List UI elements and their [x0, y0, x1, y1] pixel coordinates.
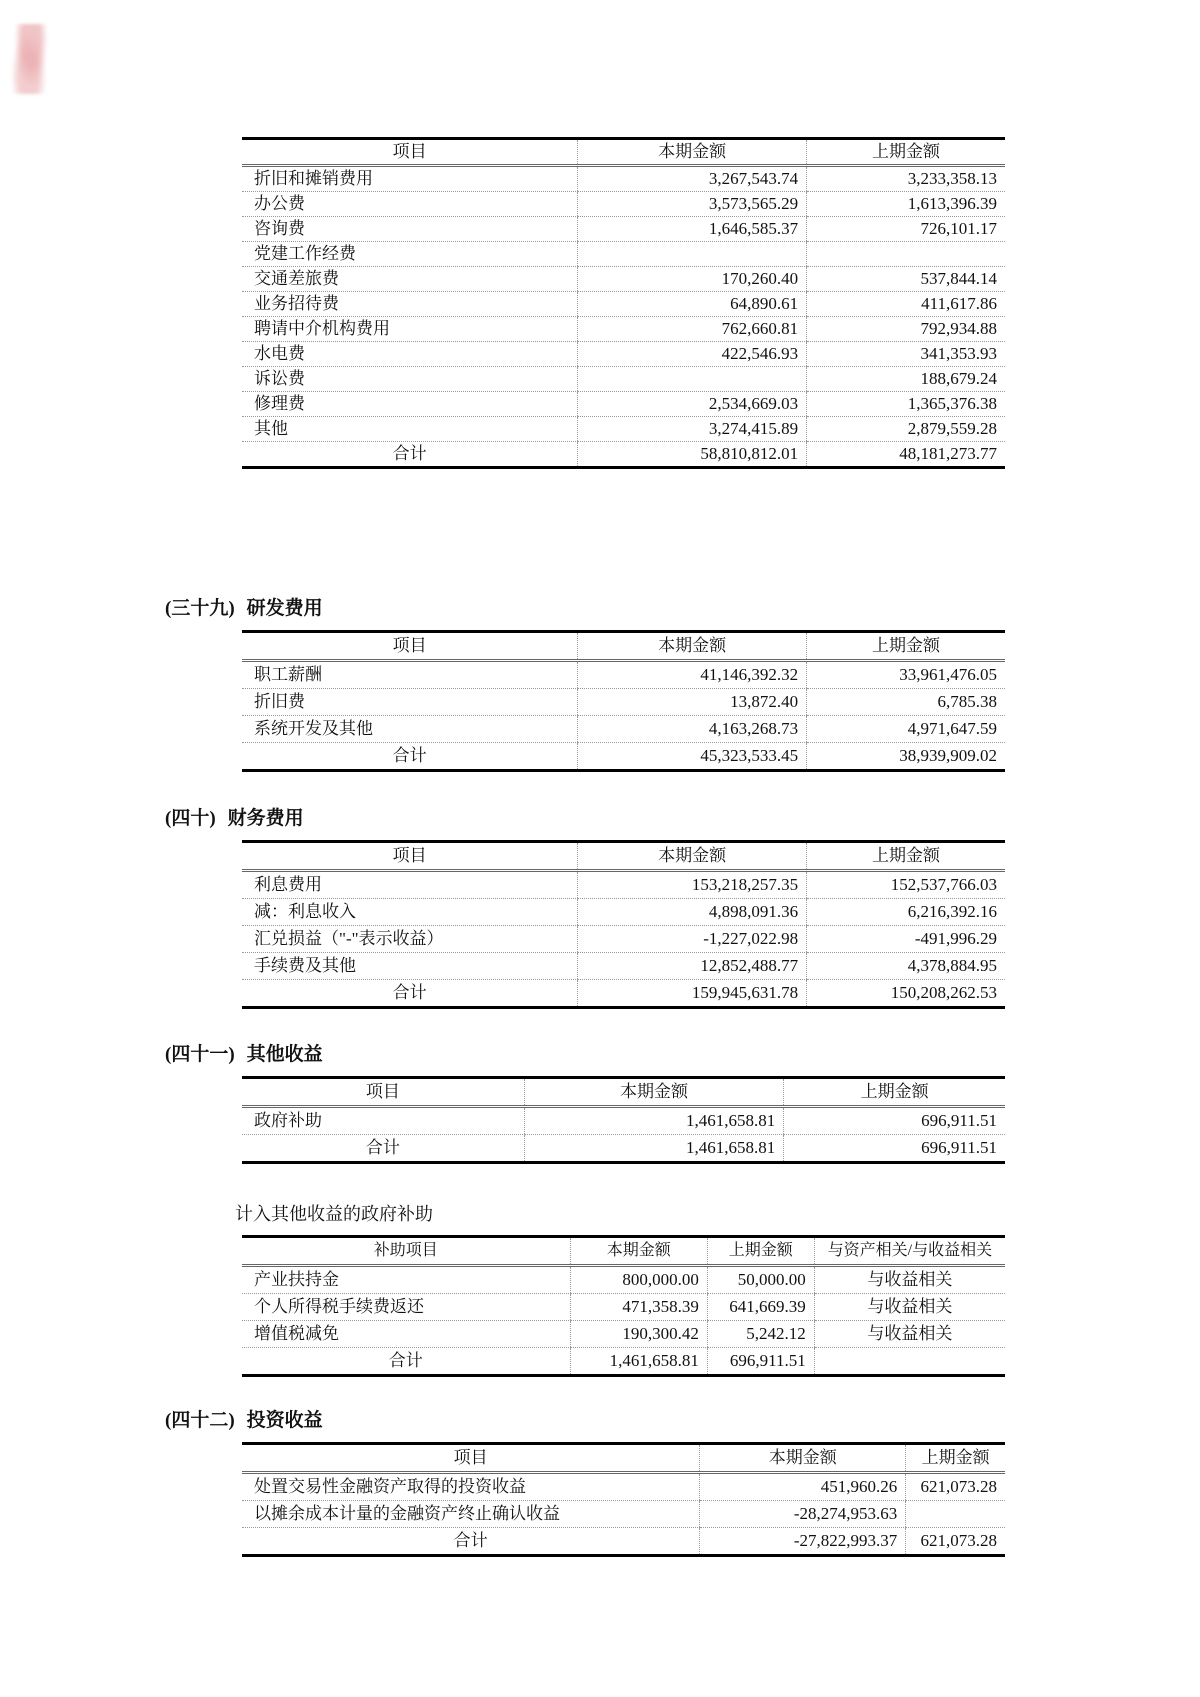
amount-cell: 726,101.17: [807, 217, 1005, 242]
column-header: 本期金额: [700, 1444, 906, 1473]
amount-cell: 与收益相关: [814, 1266, 1005, 1294]
subsection-heading: [235, 1201, 1035, 1227]
item-label: 以摊余成本计量的金融资产终止确认收益: [242, 1501, 700, 1528]
item-label: 其他: [242, 417, 578, 442]
amount-cell: 与收益相关: [814, 1321, 1005, 1348]
total-row: [242, 1528, 1005, 1556]
item-label: 汇兑损益（"-"表示收益）: [242, 926, 578, 953]
item-label: 咨询费: [242, 217, 578, 242]
item-label: 系统开发及其他: [242, 716, 578, 743]
amount-cell: 3,233,358.13: [807, 166, 1005, 192]
amount-cell: 1,461,658.81: [524, 1107, 783, 1135]
amount-cell: 150,208,262.53: [807, 980, 1005, 1008]
item-label: 折旧和摊销费用: [242, 166, 578, 192]
header-row: [242, 632, 1005, 661]
section-number: (四十): [165, 808, 216, 829]
column-header: 上期金额: [784, 1078, 1005, 1107]
amount-cell: 159,945,631.78: [578, 980, 807, 1008]
table-row: [242, 392, 1005, 417]
section-title: 研发费用: [246, 598, 323, 619]
item-label: 处置交易性金融资产取得的投资收益: [242, 1473, 700, 1501]
column-header: 项目: [242, 632, 578, 661]
amount-cell: -28,274,953.63: [700, 1501, 906, 1528]
amount-cell: [814, 1348, 1005, 1376]
item-label: 诉讼费: [242, 367, 578, 392]
amount-cell: 152,537,766.03: [807, 871, 1005, 899]
amount-cell: 762,660.81: [578, 317, 807, 342]
amount-cell: 6,216,392.16: [807, 899, 1005, 926]
item-label: 合计: [392, 444, 427, 463]
item-label: 办公费: [242, 192, 578, 217]
table-row: [242, 342, 1005, 367]
total-row: [242, 442, 1005, 468]
amount-cell: 696,911.51: [784, 1135, 1005, 1163]
amount-cell: 33,961,476.05: [807, 661, 1005, 689]
column-header: 上期金额: [807, 139, 1005, 166]
item-label: 修理费: [242, 392, 578, 417]
table-row: [242, 417, 1005, 442]
column-header: 上期金额: [807, 632, 1005, 661]
amount-cell: 153,218,257.35: [578, 871, 807, 899]
column-header: 上期金额: [906, 1444, 1005, 1473]
section-investment-income: [165, 1408, 1035, 1557]
column-header: 项目: [242, 842, 578, 871]
amount-cell: 58,810,812.01: [578, 442, 807, 468]
section-number: (四十一): [165, 1044, 235, 1065]
column-header: 本期金额: [578, 632, 807, 661]
red-stamp-artifact: [12, 24, 50, 94]
amount-cell: [807, 242, 1005, 267]
other-income-table: [242, 1076, 1005, 1164]
item-label: 职工薪酬: [242, 661, 578, 689]
section-government-grants: [165, 1201, 1035, 1377]
amount-cell: 1,646,585.37: [578, 217, 807, 242]
table-row: [242, 317, 1005, 342]
item-label: 水电费: [242, 342, 578, 367]
amount-cell: 800,000.00: [570, 1266, 707, 1294]
amount-cell: 341,353.93: [807, 342, 1005, 367]
total-row: [242, 743, 1005, 771]
amount-cell: 50,000.00: [707, 1266, 814, 1294]
header-row: [242, 842, 1005, 871]
header-row: [242, 1078, 1005, 1107]
amount-cell: 422,546.93: [578, 342, 807, 367]
amount-cell: 537,844.14: [807, 267, 1005, 292]
header-row: [242, 1444, 1005, 1473]
section-expense-detail: [165, 137, 1035, 469]
item-label: 利息费用: [242, 871, 578, 899]
column-header: 本期金额: [570, 1237, 707, 1266]
table-row: [242, 1294, 1005, 1321]
amount-cell: 4,898,091.36: [578, 899, 807, 926]
amount-cell: 1,613,396.39: [807, 192, 1005, 217]
government-grants-table: [242, 1235, 1005, 1377]
table-row: [242, 953, 1005, 980]
header-row: [242, 139, 1005, 166]
table-row: [242, 716, 1005, 743]
item-label: 手续费及其他: [242, 953, 578, 980]
section-title: 投资收益: [246, 1410, 323, 1431]
section-title: 其他收益: [246, 1044, 323, 1065]
amount-cell: 471,358.39: [570, 1294, 707, 1321]
amount-cell: 6,785.38: [807, 689, 1005, 716]
amount-cell: 792,934.88: [807, 317, 1005, 342]
amount-cell: 190,300.42: [570, 1321, 707, 1348]
item-label: 合计: [388, 1351, 423, 1370]
amount-cell: 621,073.28: [906, 1528, 1005, 1556]
amount-cell: 48,181,273.77: [807, 442, 1005, 468]
table-row: [242, 926, 1005, 953]
item-label: 交通差旅费: [242, 267, 578, 292]
amount-cell: 1,461,658.81: [524, 1135, 783, 1163]
table-row: [242, 192, 1005, 217]
table-row: [242, 1266, 1005, 1294]
total-row: [242, 980, 1005, 1008]
rd-expense-table: [242, 630, 1005, 772]
item-label: 减：利息收入: [242, 899, 578, 926]
amount-cell: 451,960.26: [700, 1473, 906, 1501]
item-label: 折旧费: [242, 689, 578, 716]
section-heading: [165, 1408, 1035, 1434]
amount-cell: 696,911.51: [784, 1107, 1005, 1135]
item-label: 增值税减免: [242, 1321, 570, 1348]
amount-cell: 411,617.86: [807, 292, 1005, 317]
amount-cell: 与收益相关: [814, 1294, 1005, 1321]
section-number: (三十九): [165, 598, 235, 619]
table-row: [242, 242, 1005, 267]
table-row: [242, 166, 1005, 192]
amount-cell: 4,378,884.95: [807, 953, 1005, 980]
finance-expense-table: [242, 840, 1005, 1009]
amount-cell: 12,852,488.77: [578, 953, 807, 980]
column-header: 上期金额: [807, 842, 1005, 871]
amount-cell: 3,573,565.29: [578, 192, 807, 217]
amount-cell: 5,242.12: [707, 1321, 814, 1348]
section-title: 计入其他收益的政府补助: [235, 1204, 433, 1224]
table-row: [242, 661, 1005, 689]
item-label: 合计: [392, 746, 427, 765]
item-label: 产业扶持金: [242, 1266, 570, 1294]
amount-cell: [578, 367, 807, 392]
investment-income-table: [242, 1442, 1005, 1557]
header-row: [242, 1237, 1005, 1266]
table-row: [242, 292, 1005, 317]
amount-cell: 170,260.40: [578, 267, 807, 292]
item-label: 党建工作经费: [242, 242, 578, 267]
column-header: 本期金额: [578, 139, 807, 166]
amount-cell: [906, 1501, 1005, 1528]
amount-cell: -27,822,993.37: [700, 1528, 906, 1556]
amount-cell: 2,534,669.03: [578, 392, 807, 417]
amount-cell: 3,267,543.74: [578, 166, 807, 192]
table-row: [242, 1107, 1005, 1135]
item-label: 业务招待费: [242, 292, 578, 317]
amount-cell: 1,365,376.38: [807, 392, 1005, 417]
column-header: 补助项目: [242, 1237, 570, 1266]
column-header: 项目: [242, 1444, 700, 1473]
table-row: [242, 1473, 1005, 1501]
column-header: 本期金额: [578, 842, 807, 871]
table-row: [242, 1501, 1005, 1528]
column-header: 项目: [242, 139, 578, 166]
column-header: 与资产相关/与收益相关: [814, 1237, 1005, 1266]
section-rd-expense: [165, 596, 1035, 772]
item-label: 个人所得税手续费返还: [242, 1294, 570, 1321]
table-row: [242, 871, 1005, 899]
section-title: 财务费用: [227, 808, 304, 829]
amount-cell: 621,073.28: [906, 1473, 1005, 1501]
column-header: 上期金额: [707, 1237, 814, 1266]
amount-cell: -491,996.29: [807, 926, 1005, 953]
table-row: [242, 689, 1005, 716]
total-row: [242, 1135, 1005, 1163]
section-heading: [165, 806, 1035, 832]
section-heading: [165, 1042, 1035, 1068]
amount-cell: 13,872.40: [578, 689, 807, 716]
table-row: [242, 899, 1005, 926]
amount-cell: -1,227,022.98: [578, 926, 807, 953]
table-row: [242, 1321, 1005, 1348]
section-number: (四十二): [165, 1410, 235, 1431]
table-row: [242, 217, 1005, 242]
amount-cell: 45,323,533.45: [578, 743, 807, 771]
amount-cell: 4,971,647.59: [807, 716, 1005, 743]
item-label: 合计: [365, 1138, 400, 1157]
amount-cell: 696,911.51: [707, 1348, 814, 1376]
table-row: [242, 367, 1005, 392]
item-label: 合计: [392, 983, 427, 1002]
expense-detail-table: [242, 137, 1005, 469]
total-row: [242, 1348, 1005, 1376]
section-other-income: [165, 1042, 1035, 1164]
amount-cell: 188,679.24: [807, 367, 1005, 392]
amount-cell: 4,163,268.73: [578, 716, 807, 743]
amount-cell: 1,461,658.81: [570, 1348, 707, 1376]
table-row: [242, 267, 1005, 292]
amount-cell: 64,890.61: [578, 292, 807, 317]
amount-cell: 3,274,415.89: [578, 417, 807, 442]
column-header: 本期金额: [524, 1078, 783, 1107]
item-label: 合计: [453, 1531, 488, 1550]
column-header: 项目: [242, 1078, 524, 1107]
amount-cell: 41,146,392.32: [578, 661, 807, 689]
item-label: 政府补助: [242, 1107, 524, 1135]
amount-cell: [578, 242, 807, 267]
item-label: 聘请中介机构费用: [242, 317, 578, 342]
section-heading: [165, 596, 1035, 622]
amount-cell: 2,879,559.28: [807, 417, 1005, 442]
amount-cell: 38,939,909.02: [807, 743, 1005, 771]
amount-cell: 641,669.39: [707, 1294, 814, 1321]
section-finance-expense: [165, 806, 1035, 1009]
